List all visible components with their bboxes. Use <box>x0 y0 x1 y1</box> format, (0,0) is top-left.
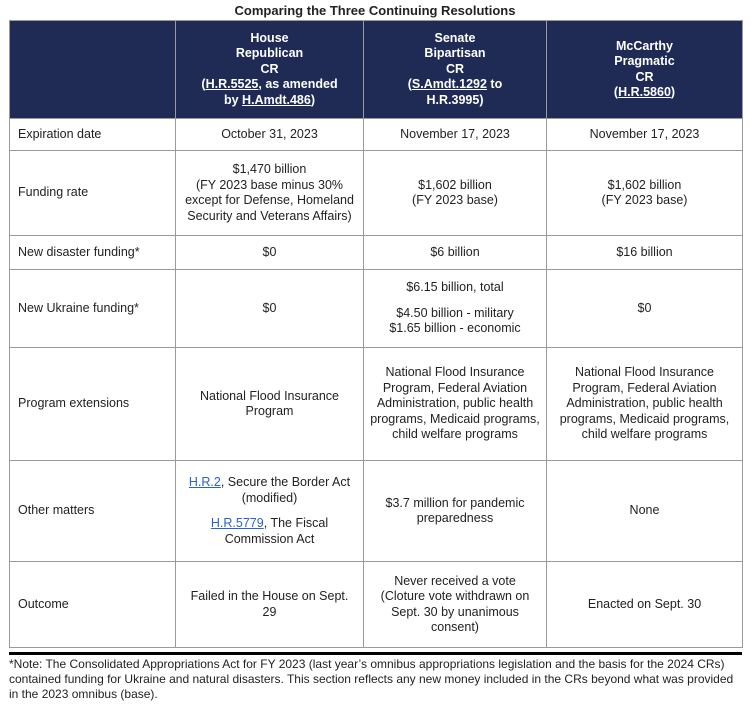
row-program-extensions <box>10 348 743 461</box>
row-new-ukraine-funding <box>10 270 743 348</box>
cell-mccarthy: Enacted on Sept. 30 <box>547 562 743 648</box>
cell-mccarthy-detail: (FY 2023 base) <box>601 193 688 207</box>
cell-house-text2: , The Fiscal Commission Act <box>224 516 329 546</box>
row-label: Expiration date <box>10 119 176 151</box>
header-senate-bill2: H.R.3995 <box>426 92 480 107</box>
cell-senate-total: $6.15 billion, total <box>406 280 504 295</box>
header-senate-close: ) <box>479 92 484 107</box>
cell-senate-amount: $1,602 billion <box>418 177 492 192</box>
cell-house-text1: , Secure the Border Act (modified) <box>220 475 351 505</box>
header-house-line1: House <box>250 30 289 45</box>
cell-house: October 31, 2023 <box>176 119 364 151</box>
header-mccarthy-close: ) <box>670 85 676 99</box>
footnote: *Note: The Consolidated Appropriations Act for FY 2023 (last year’s omnibus appropriations legislation and the basis for the 2024 CRs) contained funding for Ukraine and natural disasters. This section reflects any new money included in the CRs beyond what was provided in the 2023 omnibus (base). <box>9 652 742 702</box>
row-label: New disaster funding* <box>10 236 176 270</box>
header-house-line3: CR <box>260 61 279 76</box>
header-row <box>10 21 743 119</box>
link-hr5525[interactable]: H.R.5525 <box>205 77 259 92</box>
cell-senate: $6 billion <box>364 236 547 270</box>
cell-house-detail: (FY 2023 base minus 30% except for Defense, Homeland Security and Veterans Affairs) <box>185 177 354 223</box>
cell-senate-outcome: Never received a vote <box>394 573 516 588</box>
header-house-open: ( <box>201 77 206 92</box>
cell-mccarthy <box>547 151 743 236</box>
header-house-close: ) <box>310 92 315 107</box>
link-samdt1292[interactable]: S.Amdt.1292 <box>411 77 487 92</box>
cell-senate <box>364 270 547 348</box>
cell-mccarthy: $0 <box>547 270 743 348</box>
row-label: Other matters <box>10 461 176 562</box>
row-outcome <box>10 562 743 648</box>
cell-house: $0 <box>176 270 364 348</box>
cell-senate: November 17, 2023 <box>364 119 547 151</box>
header-senate-line3: CR <box>445 61 465 76</box>
cell-senate-outcome-detail: (Cloture vote withdrawn on Sept. 30 by unanimous consent) <box>380 589 530 634</box>
cell-senate: $3.7 million for pandemic preparedness <box>364 461 547 562</box>
cell-mccarthy: November 17, 2023 <box>547 119 743 151</box>
link-hr5779[interactable]: H.R.5779 <box>210 516 264 530</box>
cell-mccarthy-amount: $1,602 billion <box>607 177 682 192</box>
header-senate-to: to <box>486 77 503 92</box>
row-expiration-date <box>10 119 743 151</box>
header-mccarthy-line2: Pragmatic <box>614 54 675 68</box>
header-corner <box>10 21 176 119</box>
header-mccarthy-open: ( <box>613 85 619 99</box>
row-label: Funding rate <box>10 151 176 236</box>
header-senate-cr <box>364 21 547 119</box>
cell-mccarthy: $16 billion <box>547 236 743 270</box>
comparison-table <box>9 20 743 648</box>
row-label: Outcome <box>10 562 176 648</box>
header-house-cr <box>176 21 364 119</box>
header-senate-line2: Bipartisan <box>424 46 486 61</box>
cell-mccarthy: None <box>547 461 743 562</box>
cell-house: National Flood Insurance Program <box>176 348 364 461</box>
row-funding-rate <box>10 151 743 236</box>
cell-house: $0 <box>176 236 364 270</box>
header-senate-open: ( <box>407 77 412 92</box>
header-house-mid: , as amended <box>258 77 338 92</box>
cell-senate <box>364 562 547 648</box>
header-mccarthy-line1: McCarthy <box>616 38 673 53</box>
row-label: Program extensions <box>10 348 176 461</box>
link-hamdt486[interactable]: H.Amdt.486 <box>242 92 311 107</box>
cell-senate: National Flood Insurance Program, Federal Aviation Administration, public health programs, Medicaid programs, child welfare programs <box>364 348 547 461</box>
cell-senate <box>364 151 547 236</box>
header-house-line2: Republican <box>235 46 304 61</box>
header-mccarthy-cr <box>547 21 743 119</box>
cell-senate-economic: $1.65 billion - economic <box>389 321 521 336</box>
cell-senate-detail: (FY 2023 base) <box>412 193 498 207</box>
row-other-matters <box>10 461 743 562</box>
table-title: Comparing the Three Continuing Resolutions <box>234 3 516 18</box>
header-senate-line1: Senate <box>434 30 476 45</box>
header-mccarthy-line3: CR <box>635 69 654 84</box>
cell-house: Failed in the House on Sept. 29 <box>176 562 364 648</box>
header-house-by: by <box>223 92 243 107</box>
cell-house <box>176 151 364 236</box>
link-hr2[interactable]: H.R.2 <box>188 475 221 489</box>
cell-house-amount: $1,470 billion <box>232 162 307 176</box>
cell-senate-military: $4.50 billion - military <box>396 305 514 320</box>
row-new-disaster-funding <box>10 236 743 270</box>
row-label: New Ukraine funding* <box>10 270 176 348</box>
cell-mccarthy: National Flood Insurance Program, Federal Aviation Administration, public health programs, Medicaid programs, child welfare programs <box>547 348 743 461</box>
link-hr5860[interactable]: H.R.5860 <box>618 85 671 99</box>
cell-house <box>176 461 364 562</box>
